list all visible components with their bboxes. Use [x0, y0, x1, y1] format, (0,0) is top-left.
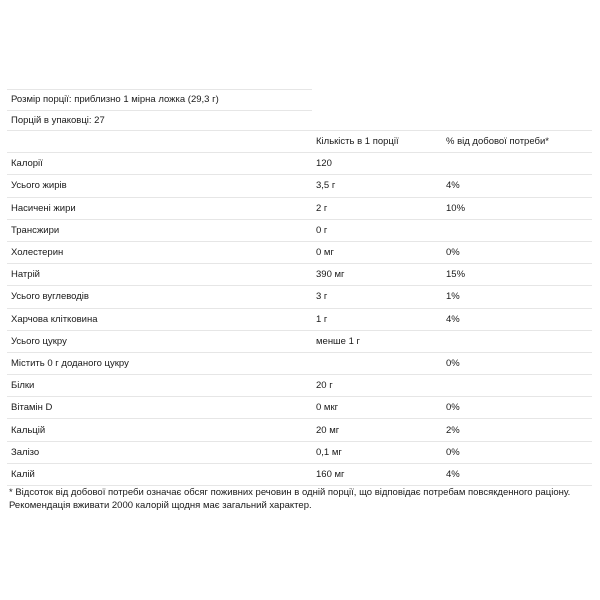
- nutrient-name: Усього цукру: [7, 330, 312, 352]
- table-row: [7, 308, 592, 330]
- nutrient-name: Трансжири: [7, 219, 312, 241]
- nutrient-amount: 160 мг: [312, 463, 442, 485]
- nutrient-daily-value: 0%: [442, 441, 592, 463]
- nutrient-name: Містить 0 г доданого цукру: [7, 352, 312, 374]
- nutrient-daily-value: 2%: [442, 419, 592, 441]
- table-row: [7, 375, 592, 397]
- nutrient-amount: 1 г: [312, 308, 442, 330]
- table-header-row: [7, 131, 592, 153]
- nutrient-amount: 0 мг: [312, 241, 442, 263]
- nutrient-amount: 20 г: [312, 375, 442, 397]
- nutrient-name: Калій: [7, 463, 312, 485]
- nutrient-daily-value: [442, 375, 592, 397]
- nutrient-amount: 20 мг: [312, 419, 442, 441]
- nutrient-name: Калорії: [7, 153, 312, 175]
- table-row: [7, 397, 592, 419]
- nutrient-daily-value: 4%: [442, 308, 592, 330]
- nutrient-amount: 2 г: [312, 197, 442, 219]
- table-row: [7, 330, 592, 352]
- nutrient-daily-value: [442, 330, 592, 352]
- nutrient-amount: 3,5 г: [312, 175, 442, 197]
- nutrient-daily-value: 0%: [442, 397, 592, 419]
- table-row: [7, 463, 592, 485]
- table-row: [7, 175, 592, 197]
- nutrient-name: Залізо: [7, 441, 312, 463]
- nutrient-name: Усього жирів: [7, 175, 312, 197]
- nutrient-name: Харчова клітковина: [7, 308, 312, 330]
- nutrient-amount: 0 мкг: [312, 397, 442, 419]
- nutrient-amount: 0,1 мг: [312, 441, 442, 463]
- nutrient-amount: 3 г: [312, 286, 442, 308]
- nutrient-daily-value: 4%: [442, 175, 592, 197]
- table-row: [7, 441, 592, 463]
- nutrient-name: Насичені жири: [7, 197, 312, 219]
- nutrient-daily-value: [442, 219, 592, 241]
- table-row: [7, 153, 592, 175]
- nutrient-amount: 0 г: [312, 219, 442, 241]
- nutrient-daily-value: 15%: [442, 264, 592, 286]
- footnote: * Відсоток від добової потреби означає обсяг поживних речовин в одній порції, що відповідає потребам повсякденного раціону. Рекомендація вживати 2000 калорій щодня має загальний характер.: [9, 487, 571, 511]
- table-row: [7, 241, 592, 263]
- table-row: [7, 197, 592, 219]
- nutrition-facts-table: [7, 130, 592, 486]
- nutrient-amount: 390 мг: [312, 264, 442, 286]
- table-row: [7, 286, 592, 308]
- table-row: [7, 219, 592, 241]
- nutrient-daily-value: 4%: [442, 463, 592, 485]
- table-row: [7, 264, 592, 286]
- table-row: [7, 352, 592, 374]
- nutrient-name: Усього вуглеводів: [7, 286, 312, 308]
- serving-size: Розмір порції: приблизно 1 мірна ложка (29,3 г): [7, 89, 312, 109]
- nutrient-daily-value: 1%: [442, 286, 592, 308]
- nutrient-name: Натрій: [7, 264, 312, 286]
- nutrient-name: Вітамін D: [7, 397, 312, 419]
- nutrient-amount: 120: [312, 153, 442, 175]
- nutrient-amount: [312, 352, 442, 374]
- nutrient-name: Кальцій: [7, 419, 312, 441]
- column-header-daily-value: % від добової потреби*: [442, 131, 592, 153]
- nutrient-amount: менше 1 г: [312, 330, 442, 352]
- column-header-nutrient: [7, 131, 312, 153]
- table-row: [7, 419, 592, 441]
- nutrient-daily-value: 0%: [442, 352, 592, 374]
- column-header-amount: Кількість в 1 порції: [312, 131, 442, 153]
- nutrient-daily-value: 0%: [442, 241, 592, 263]
- nutrient-daily-value: 10%: [442, 197, 592, 219]
- servings-per-container: Порцій в упаковці: 27: [7, 110, 312, 130]
- nutrient-daily-value: [442, 153, 592, 175]
- nutrient-name: Білки: [7, 375, 312, 397]
- nutrient-name: Холестерин: [7, 241, 312, 263]
